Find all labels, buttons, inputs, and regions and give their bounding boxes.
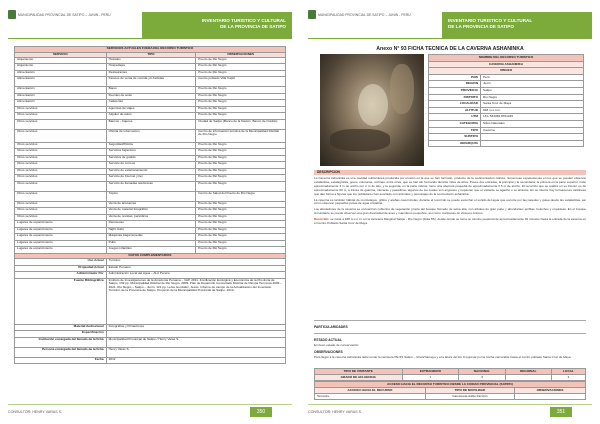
annex-title: Anexo N° 93 FICHA TECNICA DE LA CAVERNA ASHANINKA <box>376 46 524 52</box>
sheet-key: PROVINCIA <box>429 87 481 94</box>
visitors-cell: 3 <box>459 375 505 381</box>
page-number: 350 <box>250 407 272 417</box>
access-cell <box>515 394 586 400</box>
page-number: 351 <box>550 407 572 417</box>
page-footer <box>308 404 592 418</box>
table-cell: Alimentación <box>15 77 107 87</box>
table-row <box>15 357 286 364</box>
sheet-key: REGION <box>429 81 481 88</box>
table-cell: Otros servicios <box>15 129 107 142</box>
table-cell: Puerto de Rio Negro <box>196 221 286 228</box>
visitors-cell <box>505 375 551 381</box>
table-cell: Puerto de Rio Negro <box>196 155 286 162</box>
table-cell: Puerto de Rio Negro <box>196 240 286 247</box>
table-row <box>15 278 286 324</box>
table-cell: Venta de artesanías <box>106 201 196 208</box>
table-cell: Venta de material fotográfico <box>106 208 196 215</box>
access-title: ACCESO HACIA EL RECURSO TURISTICO DESDE LA CIUDAD PROVINCIAL (SATIPO) <box>315 382 586 388</box>
table-row <box>15 347 286 357</box>
services-table <box>14 46 286 364</box>
table-cell: Alimentación <box>15 70 107 77</box>
field-label: Uso Actual <box>15 259 107 266</box>
visitors-header: EXTRANJERO <box>402 369 459 375</box>
access-header: TIPO DE MOVILIDAD <box>425 388 514 394</box>
table-cell: Puerto de Rio Negro <box>196 149 286 156</box>
table-cell: Servicio de llamadas telefónicas <box>106 181 196 191</box>
sheet-header: NOMBRE DEL RECURSO TURISTICO <box>429 55 584 62</box>
complementary-title: DATOS COMPLEMENTARIOS <box>15 253 286 259</box>
field-value: Turístico <box>106 259 285 266</box>
sheet-key: LOCALIDAD <box>429 101 481 108</box>
table-cell: Restaurantes <box>106 70 196 77</box>
table-cell: Otros servicios <box>15 149 107 156</box>
municipality-logo-icon <box>308 10 316 19</box>
table-cell: Cafeterías <box>106 100 196 107</box>
field-label: Especificación <box>15 331 107 338</box>
table-cell: Hospedajes <box>106 64 196 71</box>
table-cell: Otros servicios <box>15 181 107 191</box>
page-footer <box>8 404 292 418</box>
sheet-key: JERARQUIA <box>429 140 481 147</box>
table-cell: Servicio de estacionamiento <box>106 168 196 175</box>
table-cell: Centro de información turística de la Municipalidad Distrital de Río Negro <box>196 129 286 142</box>
sheet-row <box>429 134 584 141</box>
field-value: 2012 <box>106 357 285 364</box>
table-cell: Otros servicios <box>15 113 107 120</box>
table-cell: Puerto de Rio Negro <box>196 208 286 215</box>
visitors-cell: 4 <box>551 375 585 381</box>
table-row <box>15 129 286 142</box>
table-cell: Puerto de Rio Negro <box>196 234 286 241</box>
table-cell: Centro de Salud del Puerto de Río Negro <box>196 191 286 201</box>
table-cell: Otros servicios <box>15 175 107 182</box>
sheet-body <box>429 74 584 147</box>
table-cell: Alimentación <box>15 93 107 100</box>
municipality-name: MUNICIPALIDAD PROVINCIAL DE SATIPO – JUNIN - PERU <box>18 13 111 17</box>
table-cell: Centro poblado Villa Capiri <box>196 77 286 87</box>
table-cell: Servicio de correos <box>106 162 196 169</box>
municipality-name: MUNICIPALIDAD PROVINCIAL DE SATIPO – JUNIN - PERU <box>318 13 411 17</box>
field-value: Municipalidad Provincial de Satipo / Henry Varas S. <box>106 337 285 347</box>
table-cell: Kioscos de venta de comida y/o bebidas <box>106 77 196 87</box>
table-cell: Discotecas <box>106 221 196 228</box>
sheet-key: CATEGORIA <box>429 120 481 127</box>
table-row <box>15 191 286 201</box>
visitors-header: REGIONAL <box>505 369 551 375</box>
field-value: Estado Peruano <box>106 265 285 272</box>
sheet-value: Junín <box>481 81 584 88</box>
table-cell: Pubs <box>106 240 196 247</box>
services-title: SERVICIOS ACTUALES FUERA DEL RECURSO TURISTICO <box>15 47 286 53</box>
table-cell: Juegos infantiles <box>106 247 196 254</box>
sheet-row <box>429 127 584 134</box>
table-cell: Fuentes de soda <box>106 93 196 100</box>
municipality-logo-icon <box>8 10 16 19</box>
access-header: OBSERVACIONES <box>515 388 586 394</box>
sheet-value: 948 m.s.n.m. <box>481 107 584 114</box>
description-paragraph: La Caverna Ashaninka es una cavidad subterránea producida por erosión en la que se han formado, producto de la sedimentación cálcica, numerosas espeleotemas en los que se pueden observar estalactitas, estalagmitas, gours, columnas, cortinas, entre otras, que se han ido formando durante miles de años. Posee dos entradas, la principal y la secundaria; la primera en la parte superior, mide aproximadamente 3 m de ancho por 2 m de alto, y la segunda, en la parte inferior, tiene una abertura pequeña de aproximadamente 0.5 m de ancho. El recorrido que se realiza en su interior es de aproximadamente 80 m, a través de galerías, cámaras y pasadizos, algunos de los cuales son angostos y requieren que el visitante se agache o se arrastre. En su interior hay formaciones calcáreas que dan forma a figuras que los pobladores han asociado con animales y personajes de la cosmovisión asháninka. <box>314 176 586 196</box>
header-rule <box>8 38 292 39</box>
sheet-key: SUBTIPO <box>429 134 481 141</box>
table-cell: Hostales <box>106 57 196 64</box>
table-cell: Otros servicios <box>15 142 107 149</box>
field-value: Henry Varas S. <box>106 347 285 357</box>
sheet-key: UTM <box>429 114 481 121</box>
sheet-key: ALTITUD <box>429 107 481 114</box>
table-cell: Otros servicios <box>15 168 107 175</box>
table-cell: Alojamiento <box>15 64 107 71</box>
table-cell: Servicios de guiado <box>106 155 196 162</box>
sheet-key: DISTRITO <box>429 94 481 101</box>
visitors-table <box>314 368 586 381</box>
cave-photo <box>320 54 424 166</box>
table-cell: Puerto de Rio Negro <box>196 142 286 149</box>
table-cell: Puerto de Rio Negro <box>196 57 286 64</box>
sheet-row <box>429 140 584 147</box>
table-cell: Puerto de Rio Negro <box>196 175 286 182</box>
footer-rule <box>8 404 292 405</box>
sheet-value: Caverna <box>481 127 584 134</box>
table-cell: Tópico <box>106 191 196 201</box>
resource-sheet <box>428 54 584 147</box>
access-header: ACCESO HACIA EL RECURSO <box>315 388 426 394</box>
table-cell: Servicios higiénicos <box>106 149 196 156</box>
resource-name: CAVERNA ASHANINKA <box>429 61 584 68</box>
services-body <box>15 57 286 253</box>
table-cell: Night clubs <box>106 227 196 234</box>
ubigeo-label: UBIGEO <box>429 68 584 75</box>
table-cell: Puerto de Rio Negro <box>196 227 286 234</box>
table-row <box>15 119 286 129</box>
header-banner: INVENTARIO TURISTICO Y CULTURAL DE LA PROVINCIA DE SATIPO <box>142 12 292 38</box>
table-cell: Bares <box>106 87 196 94</box>
description-paragraph: La caverna es también hábitat de murciélagos, grillos y arañas cavernícolas; durante el recorrido se puede escuchar el sonido del agua que escurre por las paredes y gotea desde las estalactitas, así como observar pequeñas pozas de agua cristalina. <box>314 197 586 206</box>
table-cell: Puerto de Rio Negro <box>196 247 286 254</box>
table-cell: Agencias de viajes <box>106 106 196 113</box>
header-banner: INVENTARIO TURISTICO Y CULTURAL DE LA PROVINCIA DE SATIPO <box>442 12 592 38</box>
access-cell: Camioneta doble tracción <box>425 394 514 400</box>
column-header: OBSERVACIONES <box>196 52 286 57</box>
sheet-row <box>429 81 584 88</box>
table-cell: Puerto de Rio Negro <box>196 87 286 94</box>
table-cell: Otros servicios <box>15 201 107 208</box>
table-cell: Alquiler de autos <box>106 113 196 120</box>
table-cell: Oficina de información <box>106 129 196 142</box>
table-cell: Puerto de Rio Negro <box>196 162 286 169</box>
table-cell: Alojamiento <box>15 57 107 64</box>
table-cell: Alimentación <box>15 87 107 94</box>
table-cell: Otros servicios <box>15 191 107 201</box>
sheet-value <box>481 134 584 141</box>
sheet-row <box>429 94 584 101</box>
complementary-body <box>15 259 286 364</box>
table-cell: Máquinas tragamonedas <box>106 234 196 241</box>
footer-rule <box>308 404 592 405</box>
table-cell: Otros servicios <box>15 214 107 221</box>
sheet-value: Perú <box>481 74 584 81</box>
field-label: Propiedad Actual <box>15 265 107 272</box>
table-cell: Seguridad/Policía <box>106 142 196 149</box>
sheet-value: 18 L 534469 8761249 <box>481 114 584 121</box>
sheet-value <box>481 140 584 147</box>
visitors-row-label: GRADO DE AFLUENCIA <box>315 375 403 381</box>
table-cell: Puerto de Rio Negro <box>196 93 286 100</box>
visitors-header: NACIONAL <box>459 369 505 375</box>
observaciones-label: OBSERVACIONES <box>314 350 343 354</box>
table-cell: Puerto de Rio Negro <box>196 214 286 221</box>
field-value: Administración Local del Agua – ALA Perené <box>106 272 285 279</box>
sheet-row <box>429 114 584 121</box>
column-header: TIPO <box>106 52 196 57</box>
table-cell: Puerto de Rio Negro <box>196 181 286 191</box>
table-cell: Lugares de esparcimiento <box>15 247 107 254</box>
table-cell: Puerto de Rio Negro <box>196 64 286 71</box>
estado-label: ESTADO ACTUAL <box>314 338 342 342</box>
table-cell: Otros servicios <box>15 106 107 113</box>
table-cell: Servicio de Internet y fax <box>106 175 196 182</box>
sheet-row <box>429 87 584 94</box>
sheet-key: TIPO <box>429 127 481 134</box>
table-cell: Otros servicios <box>15 208 107 215</box>
header-rule <box>308 38 592 39</box>
page-header <box>8 8 292 40</box>
sheet-row <box>429 74 584 81</box>
table-cell: Puerto de Rio Negro <box>196 201 286 208</box>
visitors-header: LOCAL <box>551 369 585 375</box>
consultant-credit: CONSULTOR: HENRY VARAS S. <box>8 410 62 414</box>
table-cell: Lugares de esparcimiento <box>15 240 107 247</box>
access-table <box>314 381 586 400</box>
consultant-credit: CONSULTOR: HENRY VARAS S. <box>308 410 362 414</box>
estado-text: En buen estado de conservación. <box>314 343 360 347</box>
table-cell: Lugares de esparcimiento <box>15 227 107 234</box>
table-cell: Lugares de esparcimiento <box>15 221 107 228</box>
column-header: SERVICIO <box>15 52 107 57</box>
observaciones-text: Para llegar a la caverna Ashaninka debe tomar la carretera PE-5S Satipo – Chanchamayo y a la altura del km 9 ingresar por la trocha carrozable hasta el centro poblado Santa Cruz de Maya. <box>314 355 572 359</box>
access-paragraph: Recorrido: se inicia a 948 m.s.n.m. en la carretera Marginal Satipo - Río Negro (Ruta 5S), desde donde se toma un camino peatonal de aproximadamente 30 minutos hasta la entrada de la caverna en el Centro Poblado Santa Cruz de Maya. <box>314 217 586 226</box>
field-value: Instituto de Investigaciones de la Amazonía Peruana – IIAP. 2011. Zonificación Ecológica y Económica de la Provincia de Satipo, 139 pp. Municipalidad Distrital de Rio Negro. 2009. Plan de Desarrollo Concertado Distrital de Pampa Hermosa 2009 – 2021. Río Negro – Satipo – Junín. 121 pp. Leiva González, Jesús. Informe de campo de la Actualización del Inventario Turístico de la Provincia de Satipo. Proyecto de la Municipalidad Provincial de Satipo. 2012. <box>106 278 285 324</box>
table-row <box>15 77 286 87</box>
field-label: Fecha <box>15 357 107 364</box>
page-header <box>308 8 592 40</box>
description-label: DESCRIPCION <box>314 170 586 175</box>
field-label: Administrador Por <box>15 272 107 279</box>
right-page <box>300 0 600 424</box>
sheet-key: PAIS <box>429 74 481 81</box>
table-cell: Puerto de Rio Negro <box>196 168 286 175</box>
table-cell: Venta de revistas, periódicos <box>106 214 196 221</box>
table-cell: Bancos - Cajeros <box>106 119 196 129</box>
field-label: Persona encargada del llenado de la ficha <box>15 347 107 357</box>
field-value: Fotografías y Filmaciones <box>106 324 285 331</box>
field-label: Material Audiovisual <box>15 324 107 331</box>
sheet-row <box>429 107 584 114</box>
sheet-value: Río Negro <box>481 94 584 101</box>
table-cell: Otros servicios <box>15 162 107 169</box>
description-paragraph: Los alrededores de la caverna se encuentran cubiertos de vegetación propia del bosque húmedo de selva alta, con árboles de gran porte y abundantes epífitas, helechos y orquídeas. En el bosque circundante se puede observar una gran diversidad de aves y mamíferos pequeños, así como mariposas de vistosos colores. <box>314 207 586 216</box>
table-cell: Otros servicios <box>15 119 107 129</box>
access-cell: Terrestre <box>315 394 426 400</box>
table-cell: Puerto de Rio Negro <box>196 113 286 120</box>
particularidades-label: PARTICULARIDADES <box>314 325 348 329</box>
sheet-value: Santa Cruz de Maya <box>481 101 584 108</box>
table-cell: Puerto de Rio Negro <box>196 70 286 77</box>
sheet-value: Sitios Naturales <box>481 120 584 127</box>
sheet-row <box>429 120 584 127</box>
table-cell: Ciudad de Satipo (Banco de la Nación, Banco de Crédito) <box>196 119 286 129</box>
table-cell: Alimentación <box>15 100 107 107</box>
table-row <box>15 337 286 347</box>
table-cell: Puerto de Rio Negro <box>196 106 286 113</box>
description-text <box>314 177 586 226</box>
table-row <box>15 181 286 191</box>
field-label: Fuente Bibliográfica <box>15 278 107 324</box>
table-cell: Lugares de esparcimiento <box>15 234 107 241</box>
table-cell: Otros servicios <box>15 155 107 162</box>
visitors-cell: 1 <box>402 375 459 381</box>
sheet-value: Satipo <box>481 87 584 94</box>
table-cell: Puerto de Rio Negro <box>196 100 286 107</box>
sheet-row <box>429 101 584 108</box>
visitors-header: TIPO DE VISITANTE <box>315 369 403 375</box>
field-label: Institución encargada del llenado de la ficha <box>15 337 107 347</box>
